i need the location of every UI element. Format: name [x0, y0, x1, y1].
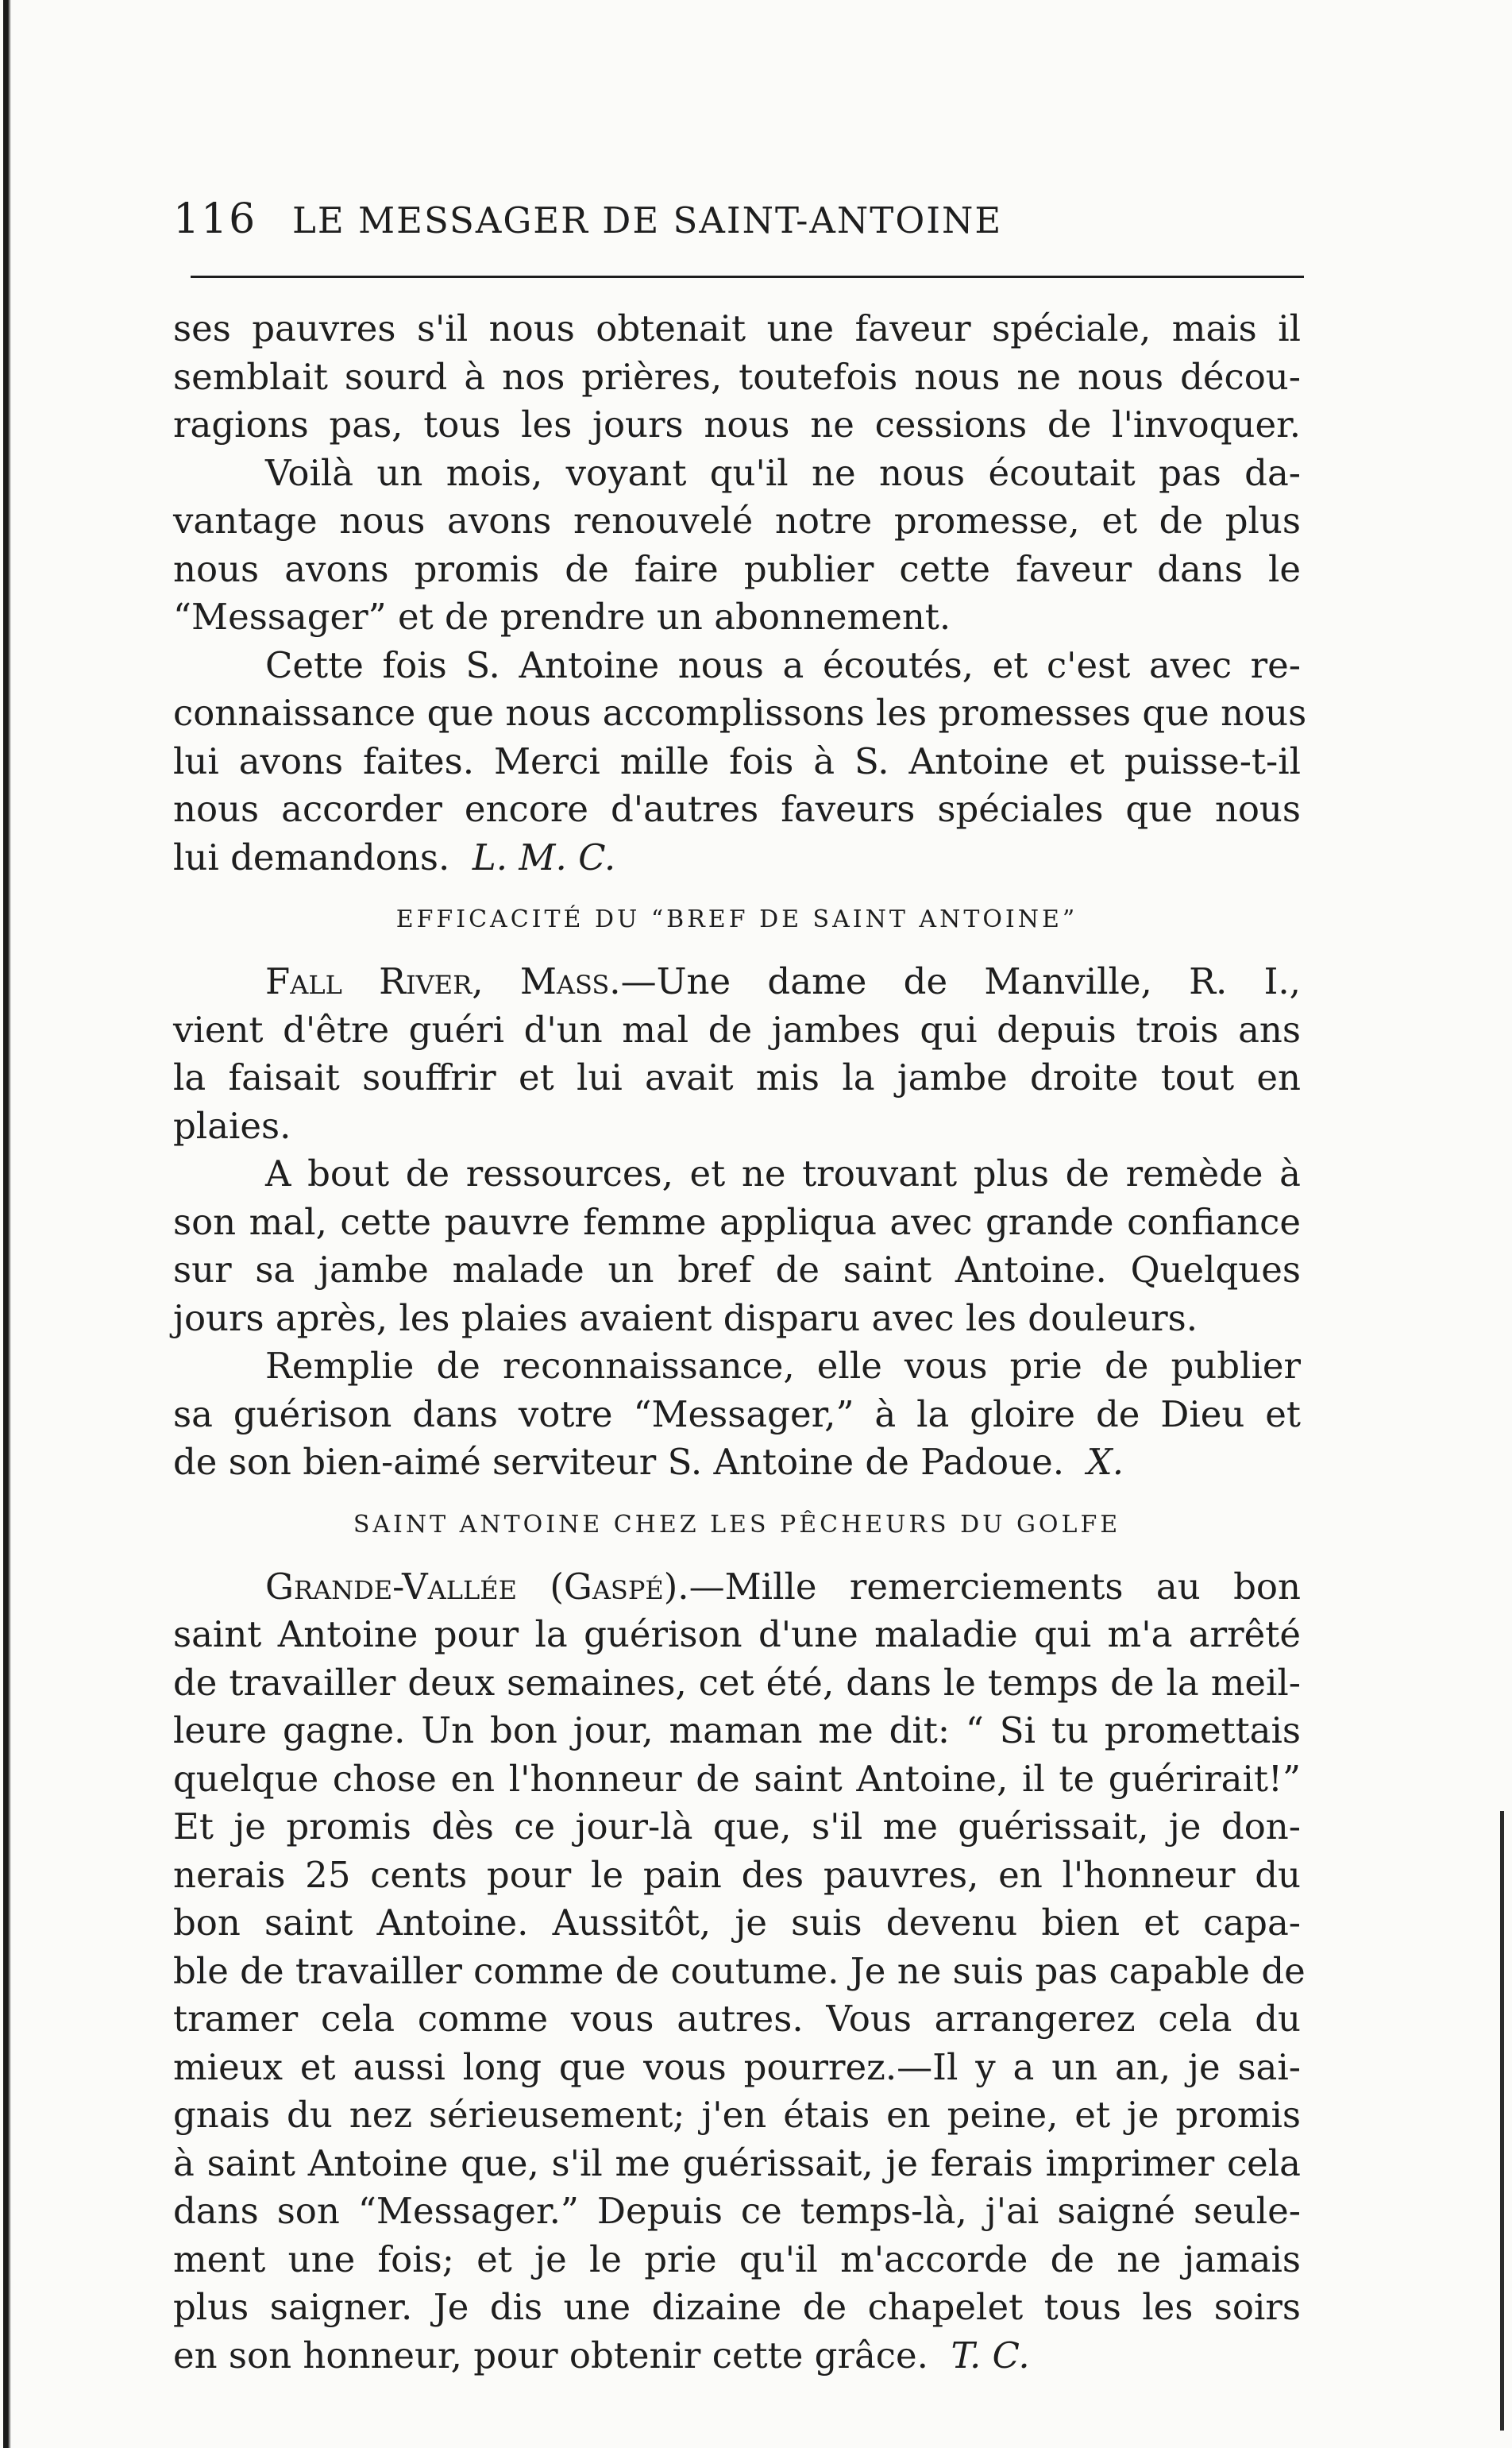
- text-line: sur sa jambe malade un bref de saint Antoine. Quelques: [173, 1249, 1301, 1291]
- text-line: [173, 1563, 1301, 1612]
- text-line: leure gagne. Un bon jour, maman me dit: “ Si tu promettais: [173, 1709, 1301, 1751]
- text-line: saint Antoine pour la guérison d'une maladie qui m'a arrêté: [173, 1613, 1301, 1655]
- text-line: semblait sourd à nos prières, toutefois nous ne nous décou-: [173, 355, 1301, 398]
- signature: T. C.: [951, 2334, 1030, 2377]
- text-line: [173, 958, 1301, 1006]
- signature: L. M. C.: [472, 836, 616, 878]
- dateline-place: Fall River, Mass.: [265, 960, 621, 1002]
- dateline-text: —Mille remerciements au bon: [688, 1565, 1301, 1608]
- text-line: gnais du nez sérieusement; j'en étais en peine, et je promis: [173, 2094, 1301, 2136]
- text-line: ble de travailler comme de coutume. Je ne suis pas capable de: [173, 1949, 1306, 1992]
- text-line: bon saint Antoine. Aussitôt, je suis devenu bien et capa-: [173, 1902, 1301, 1944]
- text-line: à saint Antoine que, s'il me guérissait, je ferais imprimer cela: [173, 2141, 1301, 2184]
- dateline-text: —Une dame de Manville, R. I.,: [620, 960, 1301, 1002]
- text-line: plaies.: [173, 1104, 291, 1147]
- header-rule: [191, 276, 1304, 278]
- scan-left-edge: [3, 0, 11, 2448]
- text-line: [173, 834, 1301, 882]
- signature: X.: [1086, 1441, 1124, 1483]
- text-line: nerais 25 cents pour le pain des pauvres, en l'honneur du: [173, 1853, 1301, 1896]
- text-line: tramer cela comme vous autres. Vous arrangerez cela du: [173, 1998, 1301, 2040]
- text-line: vantage nous avons renouvelé notre promesse, et de plus: [173, 500, 1301, 542]
- text-line: A bout de ressources, et ne trouvant plus de remède à: [265, 1153, 1301, 1195]
- text-line: Et je promis dès ce jour-là que, s'il me guérissait, je don-: [173, 1805, 1301, 1848]
- section-title: SAINT ANTOINE CHEZ LES PÊCHEURS DU GOLFE: [353, 1510, 1121, 1539]
- text-line: ment une fois; et je le prie qu'il m'accorde de ne jamais: [173, 2238, 1301, 2280]
- article-2: [173, 958, 1301, 1487]
- text-line: nous accorder encore d'autres faveurs spéciales que nous: [173, 788, 1301, 830]
- section-title: EFFICACITÉ DU “BREF DE SAINT ANTOINE”: [395, 905, 1078, 933]
- text-line: sa guérison dans votre “Messager,” à la gloire de Dieu et: [173, 1392, 1301, 1435]
- closing-text: de son bien-aimé serviteur S. Antoine de Padoue.: [173, 1441, 1065, 1483]
- text-line: [173, 1438, 1301, 1487]
- closing-text: en son honneur, pour obtenir cette grâce.: [173, 2334, 928, 2377]
- text-line: Voilà un mois, voyant qu'il ne nous écoutait pas da-: [265, 451, 1301, 494]
- text-line: quelque chose en l'honneur de saint Antoine, il te guérirait!”: [173, 1757, 1301, 1800]
- text-line: ses pauvres s'il nous obtenait une faveur spéciale, mais il: [173, 307, 1301, 349]
- text-line: Cette fois S. Antoine nous a écoutés, et c'est avec re-: [265, 643, 1301, 686]
- text-line: connaissance que nous accomplissons les promesses que nous: [173, 692, 1307, 734]
- text-line: “Messager” et de prendre un abonnement.: [173, 596, 951, 638]
- text-line: nous avons promis de faire publier cette faveur dans le: [173, 547, 1301, 590]
- text-line: la faisait souffrir et lui avait mis la jambe droite tout en: [173, 1056, 1301, 1099]
- book-page: [173, 195, 1307, 2377]
- text-line: son mal, cette pauvre femme appliqua avec grande confiance: [173, 1200, 1301, 1243]
- text-line: lui avons faites. Merci mille fois à S. Antoine et puisse-t-il: [173, 739, 1301, 782]
- running-title: LE MESSAGER DE SAINT-ANTOINE: [292, 199, 1003, 241]
- article-3: [173, 1563, 1306, 2380]
- page-header: [173, 195, 1301, 262]
- article-1: [173, 305, 1307, 882]
- closing-text: lui demandons.: [173, 836, 450, 878]
- text-line: mieux et aussi long que vous pourrez.—Il y a un an, je sai-: [173, 2045, 1301, 2088]
- text-line: jours après, les plaies avaient disparu avec les douleurs.: [173, 1296, 1198, 1339]
- text-line: ragions pas, tous les jours nous ne cessions de l'invoquer.: [173, 403, 1301, 446]
- text-line: Remplie de reconnaissance, elle vous prie de publier: [265, 1345, 1301, 1387]
- text-line: plus saigner. Je dis une dizaine de chapelet tous les soirs: [173, 2286, 1301, 2328]
- page-body: [173, 305, 1307, 2380]
- text-line: vient d'être guéri d'un mal de jambes qui depuis trois ans: [173, 1008, 1301, 1051]
- dateline-place: Grande-Vallée (Gaspé).: [265, 1565, 689, 1608]
- page-number: 116: [173, 195, 257, 243]
- text-line: de travailler deux semaines, cet été, dans le temps de la meil-: [173, 1661, 1301, 1704]
- text-line: [173, 2332, 1301, 2380]
- scan-right-edge: [1500, 1811, 1504, 2431]
- text-line: dans son “Messager.” Depuis ce temps-là, j'ai saigné seule-: [173, 2190, 1301, 2232]
